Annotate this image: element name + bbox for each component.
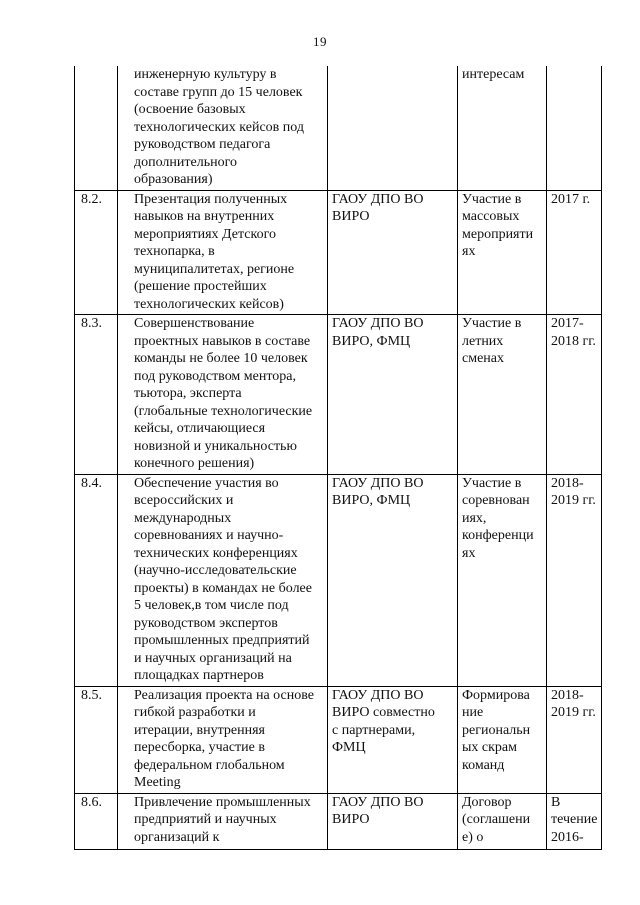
row-number-cell — [75, 66, 118, 190]
table-row — [75, 686, 602, 793]
form-cell: интересам — [458, 66, 547, 190]
executor-cell: ГАОУ ДПО ВО ВИРО — [328, 190, 458, 315]
table-row — [75, 66, 602, 190]
form-cell: Участие в летних сменах — [458, 315, 547, 475]
row-number-cell: 8.6. — [75, 793, 118, 849]
row-number-cell: 8.2. — [75, 190, 118, 315]
row-number-cell: 8.4. — [75, 474, 118, 686]
term-cell: 2017- 2018 гг. — [547, 315, 602, 475]
table-row — [75, 474, 602, 686]
executor-cell: ГАОУ ДПО ВО ВИРО, ФМЦ — [328, 474, 458, 686]
executor-cell: ГАОУ ДПО ВО ВИРО совместно с партнерами, ФМЦ — [328, 686, 458, 793]
table-row — [75, 190, 602, 315]
description-cell: Реализация проекта на основе гибкой разработки и итерации, внутренняя пересборка, участие в федеральном глобальном Meeting — [118, 686, 328, 793]
description-cell: Совершенствование проектных навыков в составе команды не более 10 человек под руководством ментора, тьютора, эксперта (глобальные технологические кейсы, отличающиеся новизной и уникальностью конечного решения) — [118, 315, 328, 475]
executor-cell — [328, 66, 458, 190]
term-cell: 2018- 2019 гг. — [547, 686, 602, 793]
form-cell: Договор (соглашени е) о — [458, 793, 547, 849]
term-cell — [547, 66, 602, 190]
description-cell: инженерную культуру в составе групп до 15 человек (освоение базовых технологических кейсов под руководством педагога дополнительного образования) — [118, 66, 328, 190]
description-cell: Презентация полученных навыков на внутренних мероприятиях Детского технопарка, в муниципалитетах, регионе (решение простейших технологических кейсов) — [118, 190, 328, 315]
form-cell: Участие в массовых мероприяти ях — [458, 190, 547, 315]
term-cell: 2018- 2019 гг. — [547, 474, 602, 686]
page-number: 19 — [313, 34, 327, 49]
description-cell: Обеспечение участия во всероссийских и международных соревнованиях и научно- технических конференциях (научно-исследовательские проекты) в командах не более 5 человек,в том числе под руководством экспертов промышленных предприятий и научных организаций на площадках партнеров — [118, 474, 328, 686]
table-row — [75, 315, 602, 475]
row-number-cell: 8.5. — [75, 686, 118, 793]
form-cell: Участие в соревнован иях, конференци ях — [458, 474, 547, 686]
term-cell: В течение 2016- — [547, 793, 602, 849]
executor-cell: ГАОУ ДПО ВО ВИРО, ФМЦ — [328, 315, 458, 475]
description-cell: Привлечение промышленных предприятий и научных организаций к — [118, 793, 328, 849]
form-cell: Формирова ние региональн ых скрам команд — [458, 686, 547, 793]
executor-cell: ГАОУ ДПО ВО ВИРО — [328, 793, 458, 849]
term-cell: 2017 г. — [547, 190, 602, 315]
activities-table — [74, 66, 602, 850]
row-number-cell: 8.3. — [75, 315, 118, 475]
table-row — [75, 793, 602, 849]
